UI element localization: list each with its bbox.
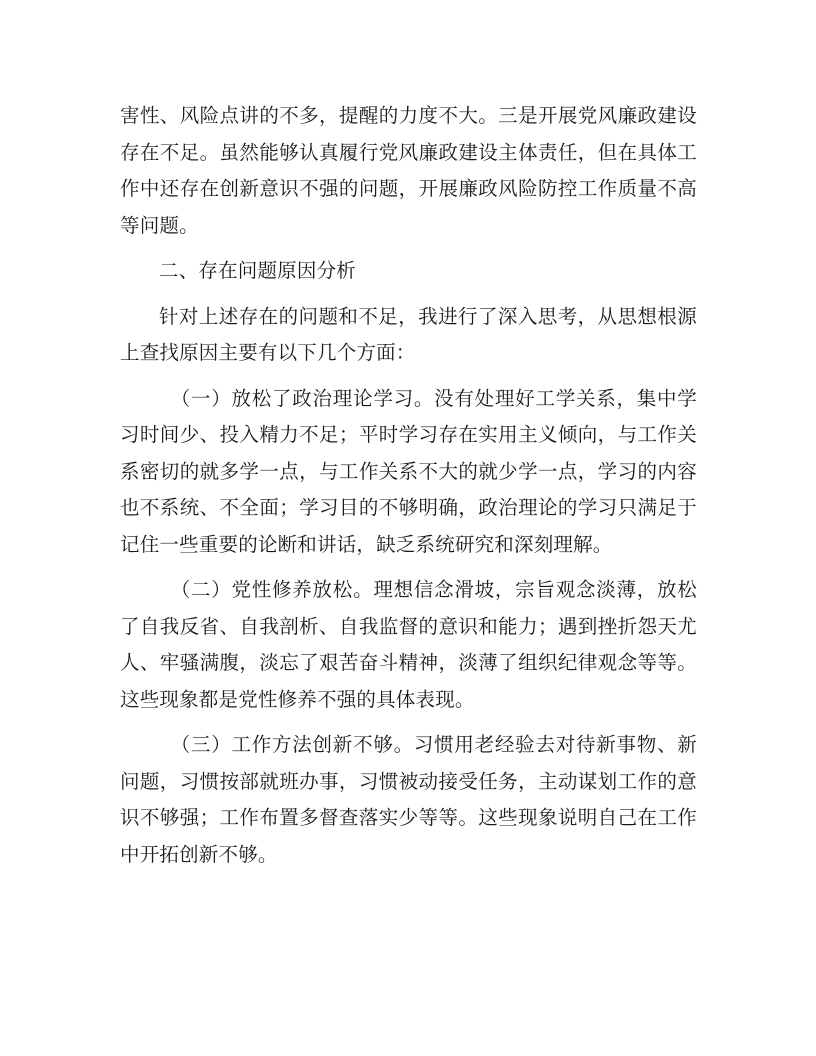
paragraph-continued: 害性、风险点讲的不多，提醒的力度不大。三是开展党风廉政建设存在不足。虽然能够认真履行党风廉政建设主体责任，但在具体工作中还存在创新意识不强的问题，开展廉政风险防控工作质量不高等问题。 [120,104,697,237]
paragraph-reason-3: （三）工作方法创新不够。习惯用老经验去对待新事物、新问题，习惯按部就班办事，习惯被动接受任务，主动谋划工作的意识不够强；工作布置多督查落实少等等。这些现象说明自己在工作中开拓创新不够。 [120,733,697,866]
section-heading: 二、存在问题原因分析 [159,259,357,282]
document-page [120,98,697,882]
paragraph-reason-2: （二）党性修养放松。理想信念滑坡，宗旨观念淡薄，放松了自我反省、自我剖析、自我监督的意识和能力；遇到挫折怨天尤人、牢骚满腹，淡忘了艰苦奋斗精神，淡薄了组织纪律观念等等。这些现象都是党性修养不强的具体表现。 [120,578,697,711]
paragraph-intro: 针对上述存在的问题和不足，我进行了深入思考，从思想根源上查找原因主要有以下几个方面： [120,304,697,364]
paragraph-reason-1: （一）放松了政治理论学习。没有处理好工学关系，集中学习时间少、投入精力不足；平时学习存在实用主义倾向，与工作关系密切的就多学一点，与工作关系不大的就少学一点，学习的内容也不系统、不全面；学习目的不够明确，政治理论的学习只满足于记住一些重要的论断和讲话，缺乏系统研究和深刻理解。 [120,386,697,556]
